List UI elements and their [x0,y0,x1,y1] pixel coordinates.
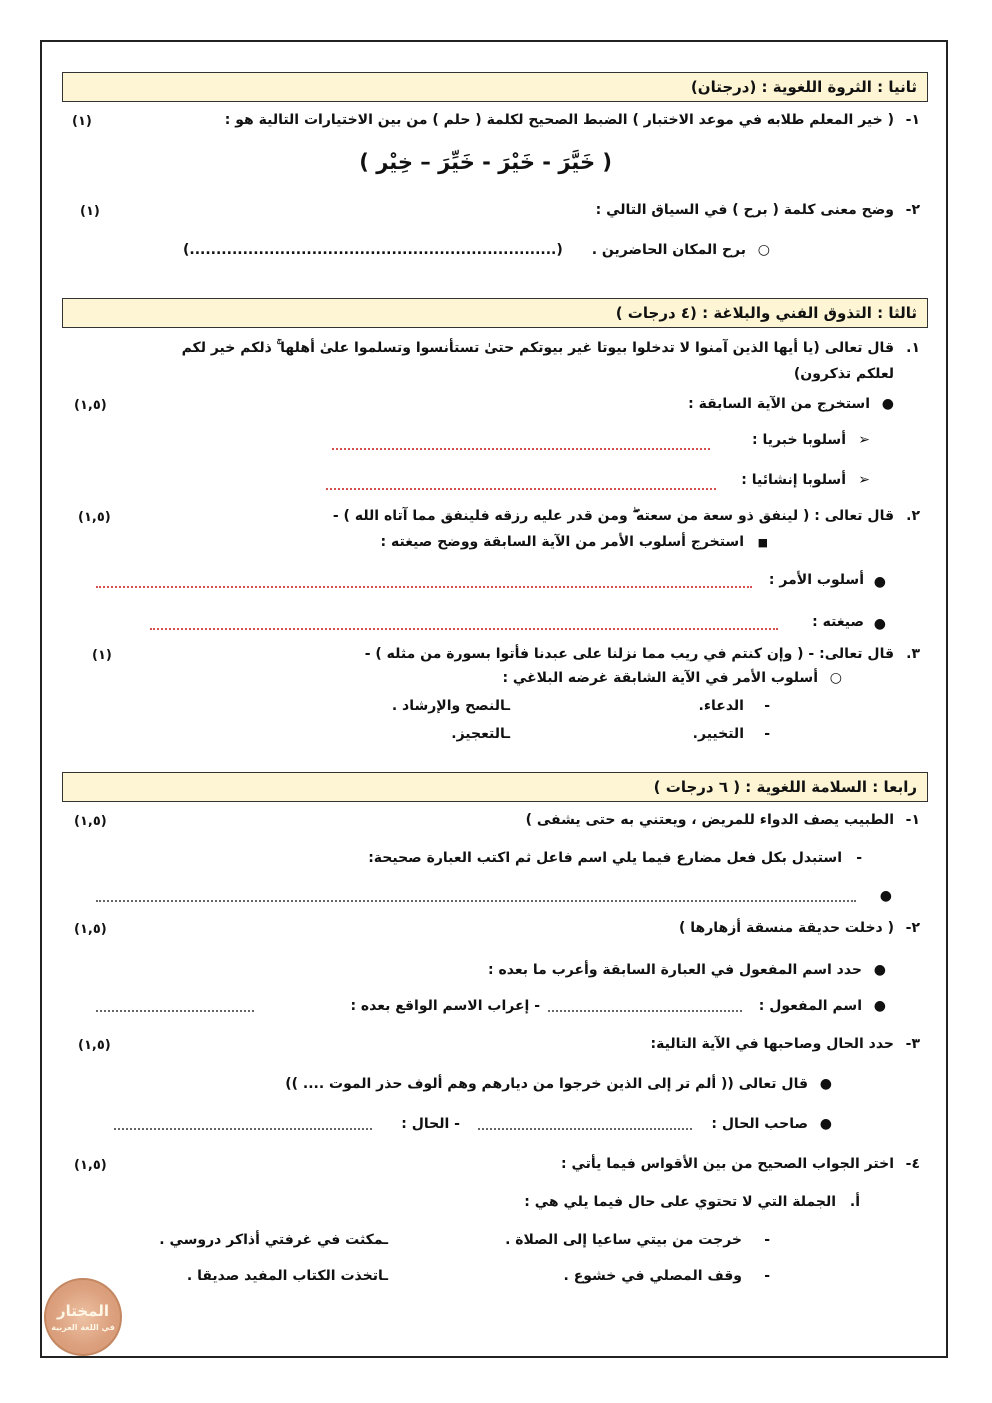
section-title: رابعا : السلامة اللغوية : ( ٦ درجات ) [653,778,917,796]
question-number: ٤- [905,1156,920,1172]
question-number: ١- [905,112,920,128]
choices: ( خَيَّرَ - خَيْرَ - خَيِّرَ – خِيْر ) [359,150,612,174]
answer-label: اسم المفعول : [758,998,862,1014]
question-text: ( خير المعلم طلابه في موعد الاختبار ) الضبط الصحيح لكلمة ( حلم ) من بين الاختيارات التالية هو : [224,112,894,128]
option[interactable]: التخيير. [692,726,744,742]
question-number: ٣. [906,646,920,662]
grade: (١,٥) [78,1038,111,1053]
grade: (١,٥) [74,1158,107,1173]
question-number: ١. [906,340,920,356]
answer-line[interactable] [150,628,778,630]
answer-blank[interactable]: (.....................................................................) [183,242,563,258]
option-dash: - [764,726,770,742]
circle-bullet-icon: ○ [829,670,842,686]
circle-bullet-icon: ○ [757,242,770,258]
option[interactable]: ـالنصح والإرشاد . [391,698,510,714]
question-text: ( دخلت حديقة منسقة أزهارها ) [678,920,894,936]
bullet-icon: ● [873,574,886,590]
arrow-bullet-icon: ➢ [858,432,870,448]
bullet-icon: ● [879,888,892,904]
answer-line[interactable] [478,1128,692,1130]
verse-line: لعلكم تذكرون) [793,366,894,382]
option-dash: - [764,698,770,714]
arrow-bullet-icon: ➢ [858,472,870,488]
answer-label: - الحال : [401,1116,460,1132]
option[interactable]: ـاتخذت الكتاب المفيد صديقا . [186,1268,388,1284]
question-number: ٢. [906,508,920,524]
question-number: ٣- [905,1036,920,1052]
verse-line: قال تعالى (يا أيها الذين آمنوا لا تدخلوا بيوتا غير بيوتكم حتىٰ تستأنسوا وتسلموا علىٰ أهلها ۚ ذلكم خير لكم [181,340,894,356]
answer-line[interactable] [96,1010,254,1012]
section-header-rhetoric [62,298,928,328]
instruction: حدد اسم المفعول في العبارة السابقة وأعرب ما بعده : [488,962,862,978]
question-number: ١- [905,812,920,828]
question-text: الطبيب يصف الدواء للمريض ، ويعتني به حتى يشفى ) [525,812,894,828]
bullet-icon: ● [819,1076,832,1092]
section-header-grammar [62,772,928,802]
answer-line[interactable] [332,448,710,450]
square-bullet-icon: ■ [757,536,768,549]
bullet-icon: ● [873,616,886,632]
grade: (١,٥) [74,398,107,413]
answer-label: - إعراب الاسم الواقع بعده : [350,998,540,1014]
instruction: استخرج من الآية السابقة : [688,396,870,412]
grade: (١) [72,114,92,129]
bullet-icon: ● [873,962,886,978]
answer-line[interactable] [548,1010,742,1012]
bullet-icon: ● [881,396,894,412]
question-number: ٢- [905,202,920,218]
option-dash: - [764,1268,770,1284]
grade: (١,٥) [74,814,107,829]
question-text: وضح معنى كلمة ( برح ) في السياق التالي : [595,202,894,218]
answer-line[interactable] [96,586,752,588]
answer-line[interactable] [114,1128,372,1130]
section-header-lexicon [62,72,928,102]
answer-label: أسلوبا خبريا : [752,432,846,448]
section-title: ثالثا : التذوق الفني والبلاغة : (٤ درجات ) [615,304,917,322]
question-text: قال تعالى : ( لينفق ذو سعة من سعته ۖ ومن قدر عليه رزقه فلينفق مما آتاه الله ) - [332,508,894,524]
answer-label: أسلوبا إنشائيا : [741,472,846,488]
question-number: ٢- [905,920,920,936]
instruction: أسلوب الأمر في الآية الشابقة غرضه البلاغي : [502,670,818,686]
bullet-icon: ● [819,1116,832,1132]
verse: قال تعالى (( ألم تر إلى الذين خرجوا من ديارهم وهم ألوف حذر الموت .... )) [285,1076,808,1092]
answer-line[interactable] [96,900,856,902]
grade: (١) [92,648,112,663]
stamp-title: المختار [56,1302,110,1320]
stamp-subtitle: في اللغة العربية [51,1323,115,1332]
sub-number: أ. [849,1194,860,1210]
sub-question: الجملة التي لا تحتوي على حال فيما يلي هي : [524,1194,836,1210]
section-title: ثانيا : الثروة اللغوية : (درجتان) [690,78,917,96]
grade: (١,٥) [74,922,107,937]
option-dash: - [764,1232,770,1248]
answer-line[interactable] [326,488,716,490]
option[interactable]: ـمكثت في غرفتي أذاكر دروسي . [159,1232,388,1248]
option[interactable]: ـالتعجيز. [451,726,510,742]
grade: (١,٥) [78,510,111,525]
question-text: حدد الحال وصاحبها في الآية التالية: [650,1036,894,1052]
question-text: قال تعالى: - ( وإن كنتم في ريب مما نزلنا على عبدنا فأتوا بسورة من مثله ) - [364,646,894,662]
answer-label: أسلوب الأمر : [768,572,864,588]
instruction: استخرج أسلوب الأمر من الآية السابقة ووضح صيغته : [380,534,744,550]
answer-label: صيغته : [812,614,864,630]
answer-label: صاحب الحال : [711,1116,808,1132]
example-sentence: برح المكان الحاضرين . [591,242,746,258]
instruction: استبدل بكل فعل مضارع فيما يلي اسم فاعل ثم اكتب العبارة صحيحة: [368,850,842,866]
grade: (١) [80,204,100,219]
instruction-dash: - [856,850,862,866]
bullet-icon: ● [873,998,886,1014]
publisher-stamp-logo [44,1278,122,1356]
option[interactable]: الدعاء. [698,698,744,714]
question-text: اختر الجواب الصحيح من بين الأقواس فيما يأتي : [560,1156,894,1172]
option[interactable]: وقف المصلي في خشوع . [563,1268,742,1284]
option[interactable]: خرجت من بيتي ساعيا إلى الصلاة . [505,1232,742,1248]
